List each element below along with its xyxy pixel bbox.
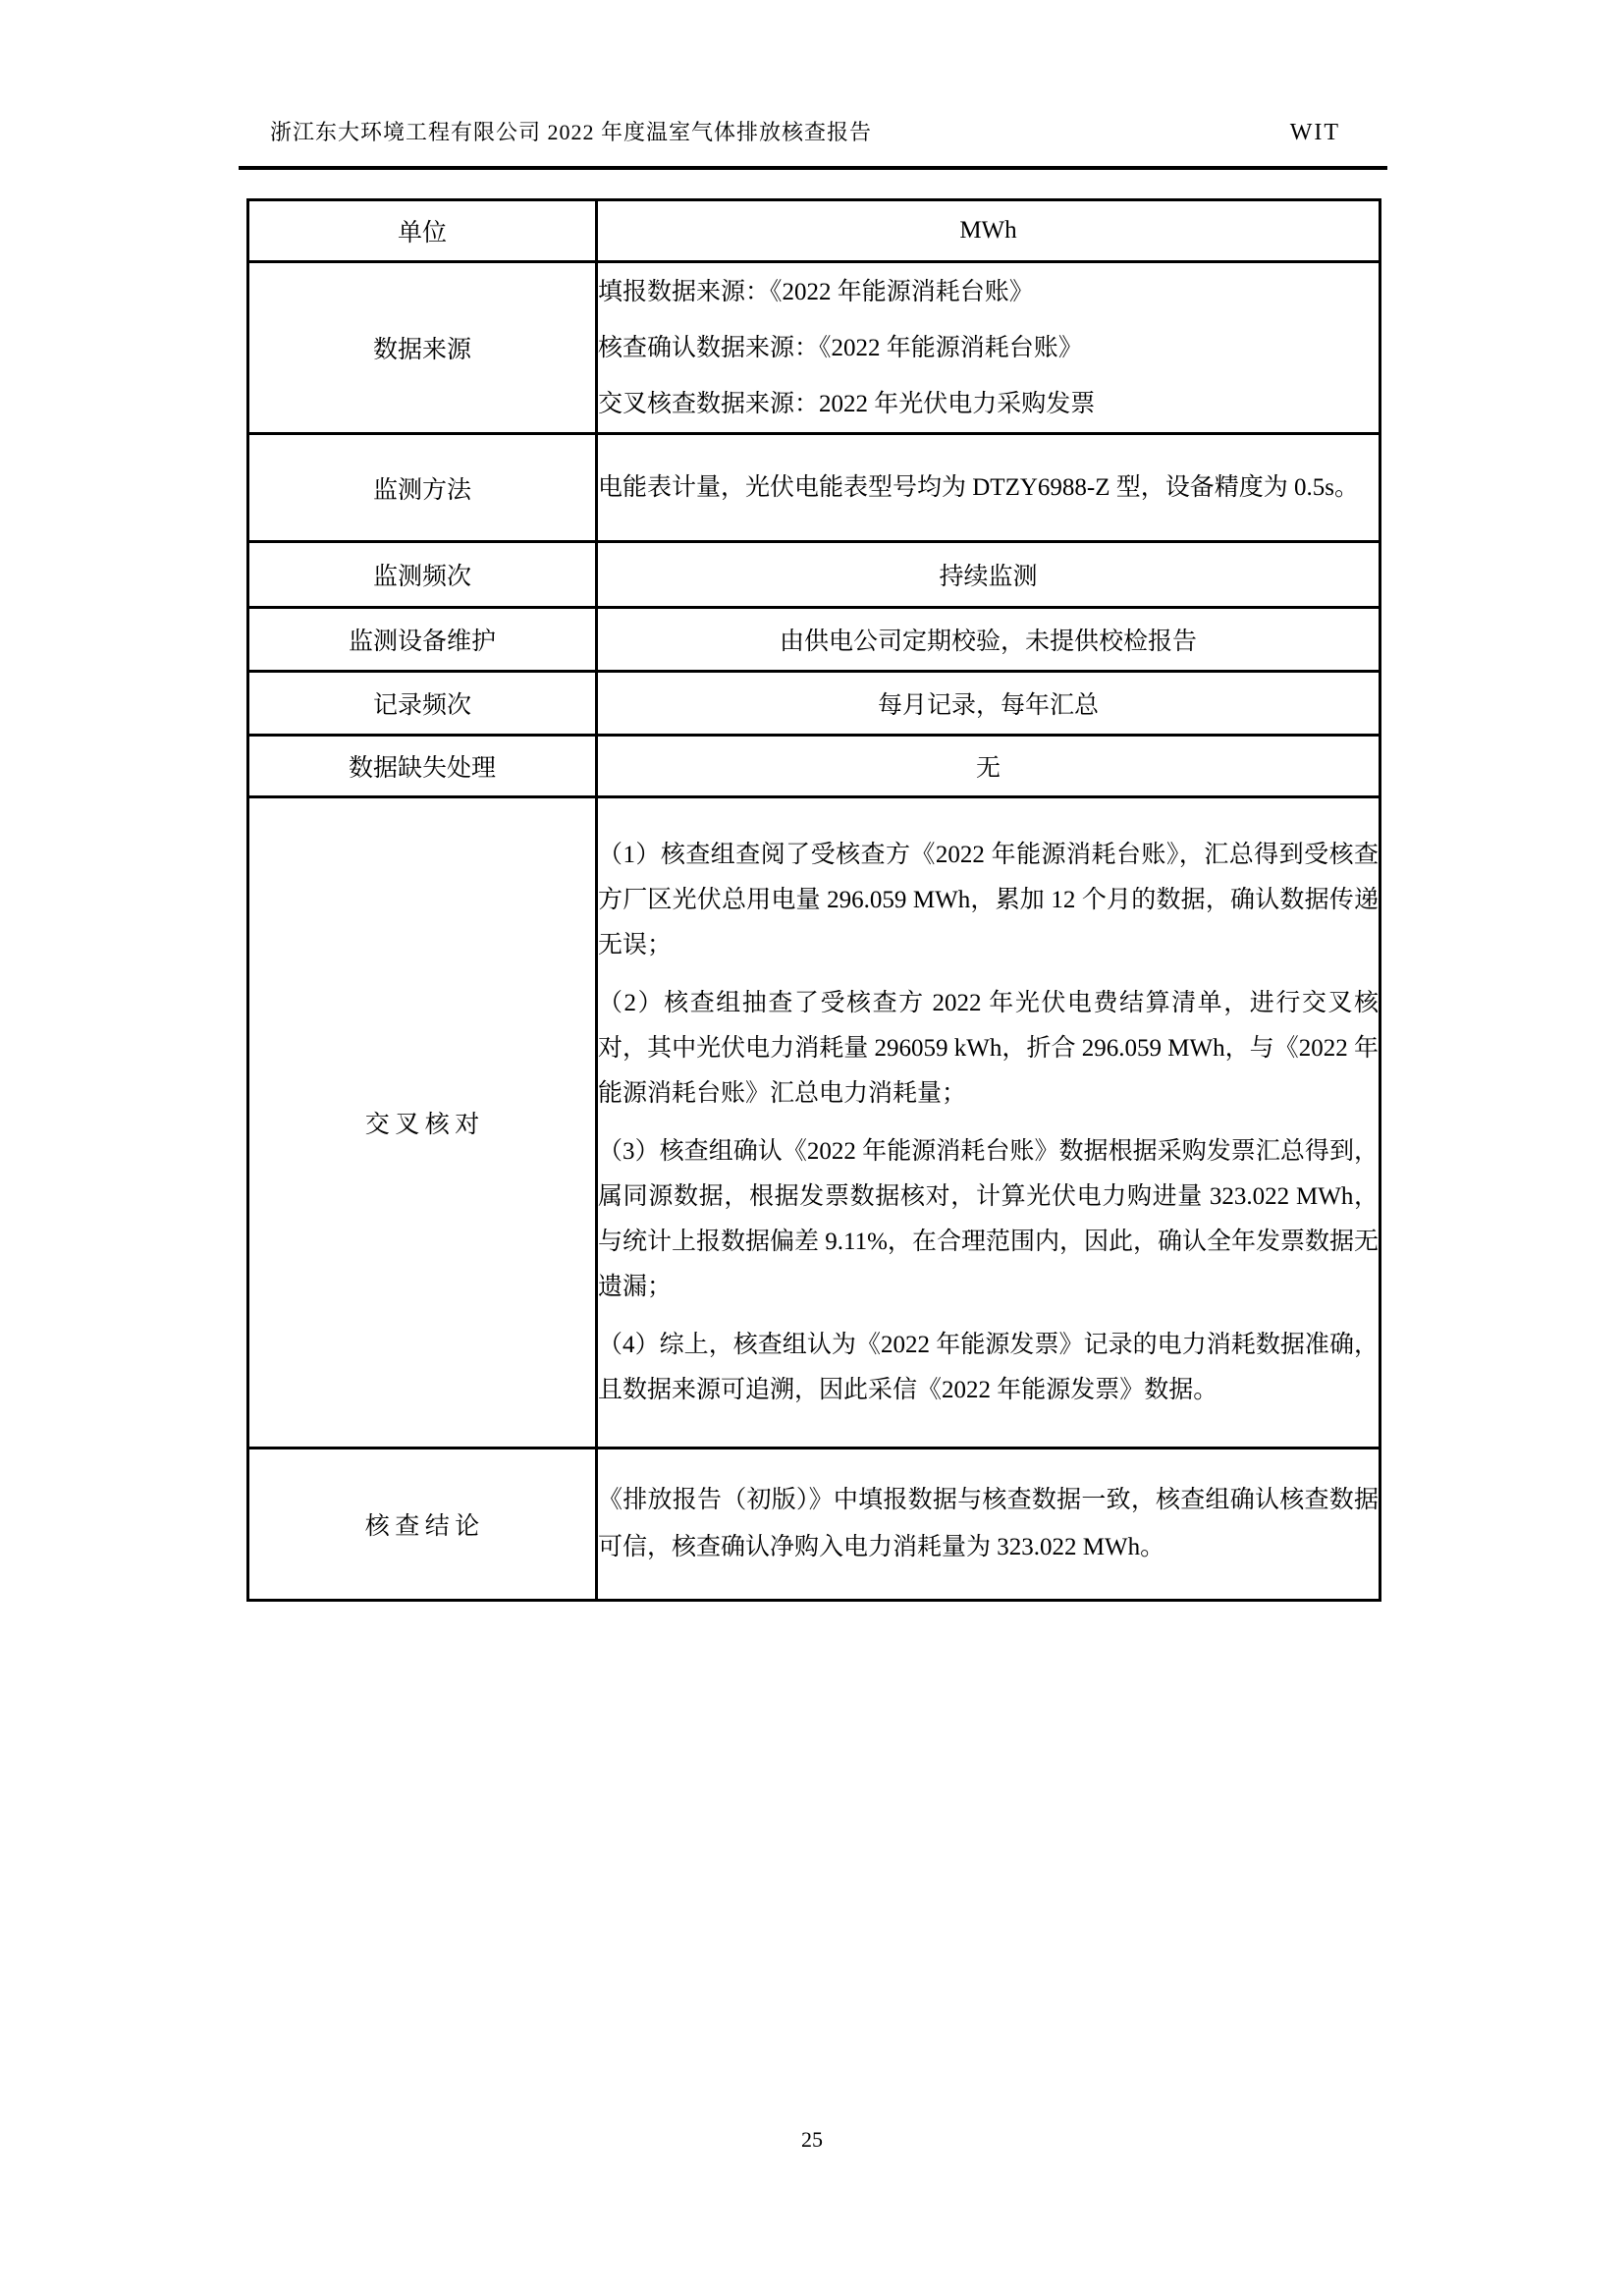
cross-check-paragraph-1: （1）核查组查阅了受核查方《2022 年能源消耗台账》，汇总得到受核查方厂区光伏总用电量 296.059 MWh，累加 12 个月的数据，确认数据传递无误； — [598, 841, 1379, 958]
table-row-monitoring-method — [248, 434, 1380, 542]
header-title: 浙江东大环境工程有限公司 2022 年度温室气体排放核查报告 — [270, 120, 873, 144]
row-value-monitoring-method — [597, 434, 1380, 542]
row-label-equipment-maintenance: 监测设备维护 — [248, 608, 597, 672]
table-row-record-frequency — [248, 672, 1380, 736]
header-divider — [239, 166, 1387, 170]
row-label-unit: 单位 — [248, 200, 597, 262]
table-row-cross-check — [248, 797, 1380, 1449]
monitoring-method-text: 电能表计量，光伏电能表型号均为 DTZY6988-Z 型，设备精度为 0.5s。 — [598, 474, 1359, 501]
row-value-verification-conclusion — [597, 1449, 1380, 1601]
table-row-equipment-maintenance — [248, 608, 1380, 672]
row-label-monitoring-frequency: 监测频次 — [248, 542, 597, 608]
row-label-cross-check: 交叉核对 — [248, 797, 597, 1449]
row-label-missing-data-handling: 数据缺失处理 — [248, 736, 597, 797]
header-logo: WIT — [1289, 120, 1340, 145]
table-row-monitoring-frequency — [248, 542, 1380, 608]
row-value-cross-check — [597, 797, 1380, 1449]
row-value-data-source — [597, 262, 1380, 434]
data-source-line-crosscheck: 交叉核查数据来源：2022 年光伏电力采购发票 — [598, 390, 1096, 417]
page-number: 25 — [801, 2127, 823, 2152]
cross-check-paragraph-3: （3）核查组确认《2022 年能源消耗台账》数据根据采购发票汇总得到，属同源数据，根据发票数据核对，计算光伏电力购进量 323.022 MWh，与统计上报数据偏差 9.11%，在合理范围内，因此，确认全年发票数据无遗漏； — [598, 1137, 1379, 1300]
table-row-unit — [248, 200, 1380, 262]
table-row-verification-conclusion — [248, 1449, 1380, 1601]
table-row-missing-data-handling — [248, 736, 1380, 797]
row-value-monitoring-frequency: 持续监测 — [597, 542, 1380, 608]
page-header — [239, 116, 1387, 146]
row-value-equipment-maintenance: 由供电公司定期校验，未提供校检报告 — [597, 608, 1380, 672]
table-row-data-source — [248, 262, 1380, 434]
row-value-unit: MWh — [597, 200, 1380, 262]
cross-check-paragraph-4: （4）综上，核查组认为《2022 年能源发票》记录的电力消耗数据准确，且数据来源可追溯，因此采信《2022 年能源发票》数据。 — [598, 1331, 1379, 1403]
row-value-missing-data-handling: 无 — [597, 736, 1380, 797]
verification-conclusion-text: 《排放报告（初版）》中填报数据与核查数据一致，核查组确认核查数据可信，核查确认净购入电力消耗量为 323.022 MWh。 — [598, 1487, 1379, 1560]
row-label-record-frequency: 记录频次 — [248, 672, 597, 736]
verification-data-table — [246, 198, 1381, 1602]
data-source-line-verified: 核查确认数据来源：《2022 年能源消耗台账》 — [598, 334, 1083, 361]
row-value-record-frequency: 每月记录，每年汇总 — [597, 672, 1380, 736]
data-source-line-reported: 填报数据来源：《2022 年能源消耗台账》 — [598, 278, 1034, 305]
cross-check-paragraph-2: （2）核查组抽查了受核查方 2022 年光伏电费结算清单，进行交叉核对，其中光伏电力消耗量 296059 kWh，折合 296.059 MWh，与《2022 年能源消耗台账》汇总电力消耗量； — [598, 989, 1379, 1107]
row-label-verification-conclusion: 核查结论 — [248, 1449, 597, 1601]
row-label-data-source: 数据来源 — [248, 262, 597, 434]
row-label-monitoring-method: 监测方法 — [248, 434, 597, 542]
